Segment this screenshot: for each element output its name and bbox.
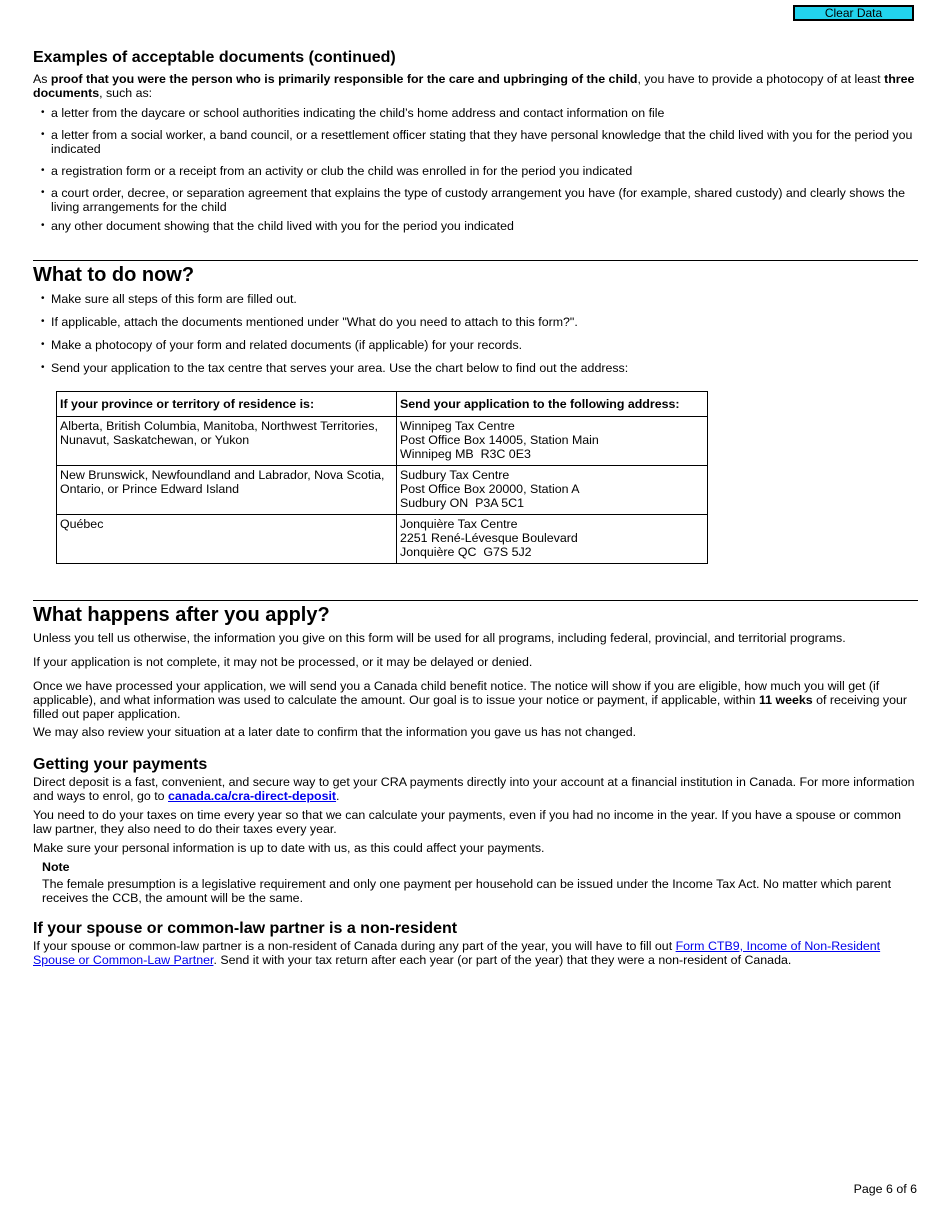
province-cell: New Brunswick, Newfoundland and Labrador, Nova Scotia, Ontario, or Prince Edward Island	[57, 466, 397, 515]
section-divider	[33, 600, 918, 601]
payments-paragraph: You need to do your taxes on time every year so that we can calculate your payments, even if you had no income in the year. If you have a spouse or common law partner, they also need to do their taxes every year.	[33, 808, 902, 836]
nonresident-paragraph: If your spouse or common-law partner is a non-resident of Canada during any part of the year, you will have to fill out Form CTB9, Income of Non-Resident Spouse or Common-Law Partner. Send it with your tax return after each year (or part of the year) that they were a non-resident of Canada.	[33, 939, 881, 967]
note-title: Note	[42, 860, 70, 874]
examples-intro: As proof that you were the person who is primarily responsible for the care and upbringing of the child, you have to provide a photocopy of at least three documents, such as:	[33, 72, 915, 100]
province-cell: Alberta, British Columbia, Manitoba, Northwest Territories, Nunavut, Saskatchewan, or Yukon	[57, 417, 397, 466]
examples-section	[33, 49, 918, 233]
clear-data-button[interactable]: Clear Data	[793, 5, 914, 21]
payments-heading: Getting your payments	[33, 756, 208, 773]
list-item: • Make sure all steps of this form are filled out.	[33, 292, 918, 306]
tax-centre-table	[56, 391, 708, 564]
list-item: • a letter from the daycare or school authorities indicating the child’s home address and contact information on file	[33, 106, 918, 120]
examples-heading: Examples of acceptable documents (continued)	[33, 49, 396, 66]
payments-paragraph: Make sure your personal information is up to date with us, as this could affect your payments.	[33, 841, 545, 855]
section-divider	[33, 260, 918, 261]
after-paragraph: If your application is not complete, it may not be processed, or it may be delayed or denied.	[33, 655, 533, 669]
note-text: The female presumption is a legislative requirement and only one payment per household can be issued under the Income Tax Act. No matter which parent receives the CCB, the amount will be the same.	[42, 877, 892, 905]
address-cell: Jonquière Tax Centre 2251 René-Lévesque Boulevard Jonquière QC G7S 5J2	[397, 515, 708, 564]
list-item: • a court order, decree, or separation agreement that explains the type of custody arrangement you have (for example, shared custody) and clearly shows the living arrangements for the child	[33, 186, 918, 214]
table-row	[57, 515, 708, 564]
table-row	[57, 466, 708, 515]
todo-section	[33, 264, 918, 564]
todo-list	[33, 292, 918, 375]
after-paragraph: We may also review your situation at a later date to confirm that the information you gave us has not changed.	[33, 725, 637, 739]
direct-deposit-link[interactable]: canada.ca/cra-direct-deposit	[168, 789, 337, 803]
table-header-address: Send your application to the following address:	[397, 392, 708, 417]
list-item: • Send your application to the tax centre that serves your area. Use the chart below to find out the address:	[33, 361, 918, 375]
table-header-province: If your province or territory of residence is:	[57, 392, 397, 417]
after-heading: What happens after you apply?	[33, 604, 330, 626]
address-cell: Sudbury Tax Centre Post Office Box 20000, Station A Sudbury ON P3A 5C1	[397, 466, 708, 515]
after-section	[33, 604, 918, 967]
list-item: • If applicable, attach the documents mentioned under "What do you need to attach to this form?".	[33, 315, 918, 329]
form-ctb9-link[interactable]: Form CTB9, Income of Non-Resident Spouse or Common-Law Partner	[33, 939, 881, 967]
page-number: Page 6 of 6	[853, 1182, 917, 1196]
after-paragraph: Once we have processed your application, we will send you a Canada child benefit notice. The notice will show if you are eligible, how much you will get (if applicable), and what information was used to calculate the amount. Our goal is to issue your notice or payment, if applicable, within 11 weeks of receiving your filled out paper application.	[33, 679, 908, 721]
list-item: • a registration form or a receipt from an activity or club the child was enrolled in for the period you indicated	[33, 164, 918, 178]
list-item: • a letter from a social worker, a band council, or a resettlement officer stating that they have personal knowledge that the child lived with you for the period you indicated	[33, 128, 918, 156]
nonresident-heading: If your spouse or common-law partner is a non-resident	[33, 920, 458, 937]
table-row	[57, 417, 708, 466]
payments-paragraph: Direct deposit is a fast, convenient, and secure way to get your CRA payments directly into your account at a financial institution in Canada. For more information and ways to enrol, go to canada.ca/cra-direct-deposit.	[33, 775, 915, 803]
todo-heading: What to do now?	[33, 264, 195, 286]
after-paragraph: Unless you tell us otherwise, the information you give on this form will be used for all programs, including federal, provincial, and territorial programs.	[33, 631, 846, 645]
province-cell: Québec	[57, 515, 397, 564]
note-block	[33, 860, 918, 905]
address-cell: Winnipeg Tax Centre Post Office Box 14005, Station Main Winnipeg MB R3C 0E3	[397, 417, 708, 466]
examples-list	[33, 106, 918, 233]
table-header-row	[57, 392, 708, 417]
list-item: • Make a photocopy of your form and related documents (if applicable) for your records.	[33, 338, 918, 352]
list-item: • any other document showing that the child lived with you for the period you indicated	[33, 219, 918, 233]
